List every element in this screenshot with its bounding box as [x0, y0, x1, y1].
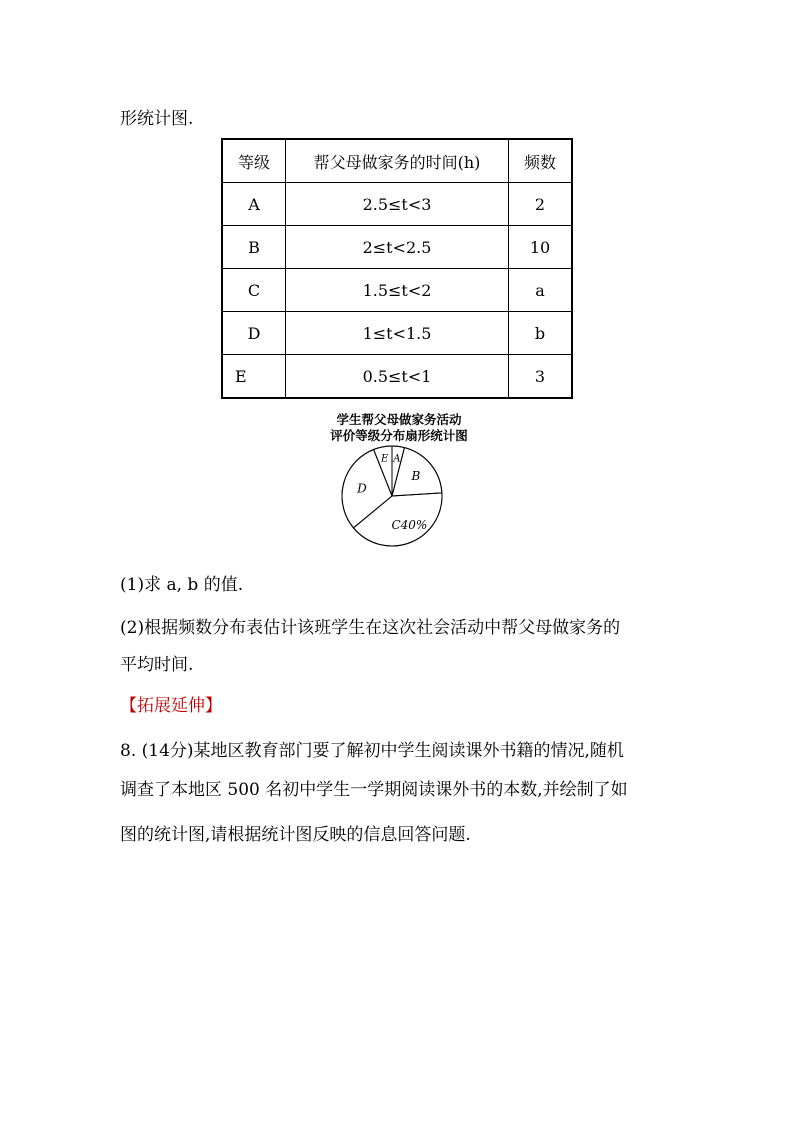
- table-row: [222, 183, 572, 226]
- table-cell: 2≤t<2.5: [286, 226, 509, 269]
- table-row: [222, 226, 572, 269]
- table-cell: 1.5≤t<2: [286, 269, 509, 312]
- question-1: (1)求 a, b 的值.: [120, 575, 244, 595]
- pie-chart: [340, 444, 450, 554]
- table-cell: E: [222, 355, 286, 399]
- table-row: [222, 312, 572, 355]
- table-cell: 2.5≤t<3: [286, 183, 509, 226]
- table-cell: C: [222, 269, 286, 312]
- pie-label-e: E: [381, 453, 389, 465]
- table-header-row: [222, 139, 572, 183]
- pie-chart-title: 学生帮父母做家务活动: [336, 412, 462, 427]
- pie-label-c: C40%: [391, 517, 428, 532]
- table-cell: a: [509, 269, 573, 312]
- pie-chart-subtitle: 评价等级分布扇形统计图: [330, 428, 468, 443]
- table-cell: 0.5≤t<1: [286, 355, 509, 399]
- pie-label-d: D: [357, 481, 367, 496]
- problem-8-line-3: 图的统计图,请根据统计图反映的信息回答问题.: [120, 825, 471, 845]
- frequency-table: [221, 138, 573, 399]
- table-cell: 10: [509, 226, 573, 269]
- table-cell: B: [222, 226, 286, 269]
- table-cell: 2: [509, 183, 573, 226]
- table-row: [222, 355, 572, 399]
- question-2-line-2: 平均时间.: [120, 655, 194, 675]
- table-cell: A: [222, 183, 286, 226]
- pie-label-b: B: [411, 469, 421, 484]
- table-header: 等级: [222, 139, 286, 183]
- table-row: [222, 269, 572, 312]
- problem-8-line-2: 调查了本地区 500 名初中学生一学期阅读课外书的本数,并绘制了如: [120, 780, 628, 800]
- section-title: 【拓展延伸】: [120, 696, 222, 716]
- pie-label-a: A: [393, 453, 401, 465]
- problem-8-line-1: 8. (14分)某地区教育部门要了解初中学生阅读课外书籍的情况,随机: [120, 741, 624, 761]
- question-2-line-1: (2)根据频数分布表估计该班学生在这次社会活动中帮父母做家务的: [120, 618, 621, 638]
- table-cell: 3: [509, 355, 573, 399]
- table-cell: b: [509, 312, 573, 355]
- table-header: 频数: [509, 139, 573, 183]
- table-cell: 1≤t<1.5: [286, 312, 509, 355]
- table-cell: D: [222, 312, 286, 355]
- table-header: 帮父母做家务的时间(h): [286, 139, 509, 183]
- intro-text: 形统计图.: [120, 109, 194, 129]
